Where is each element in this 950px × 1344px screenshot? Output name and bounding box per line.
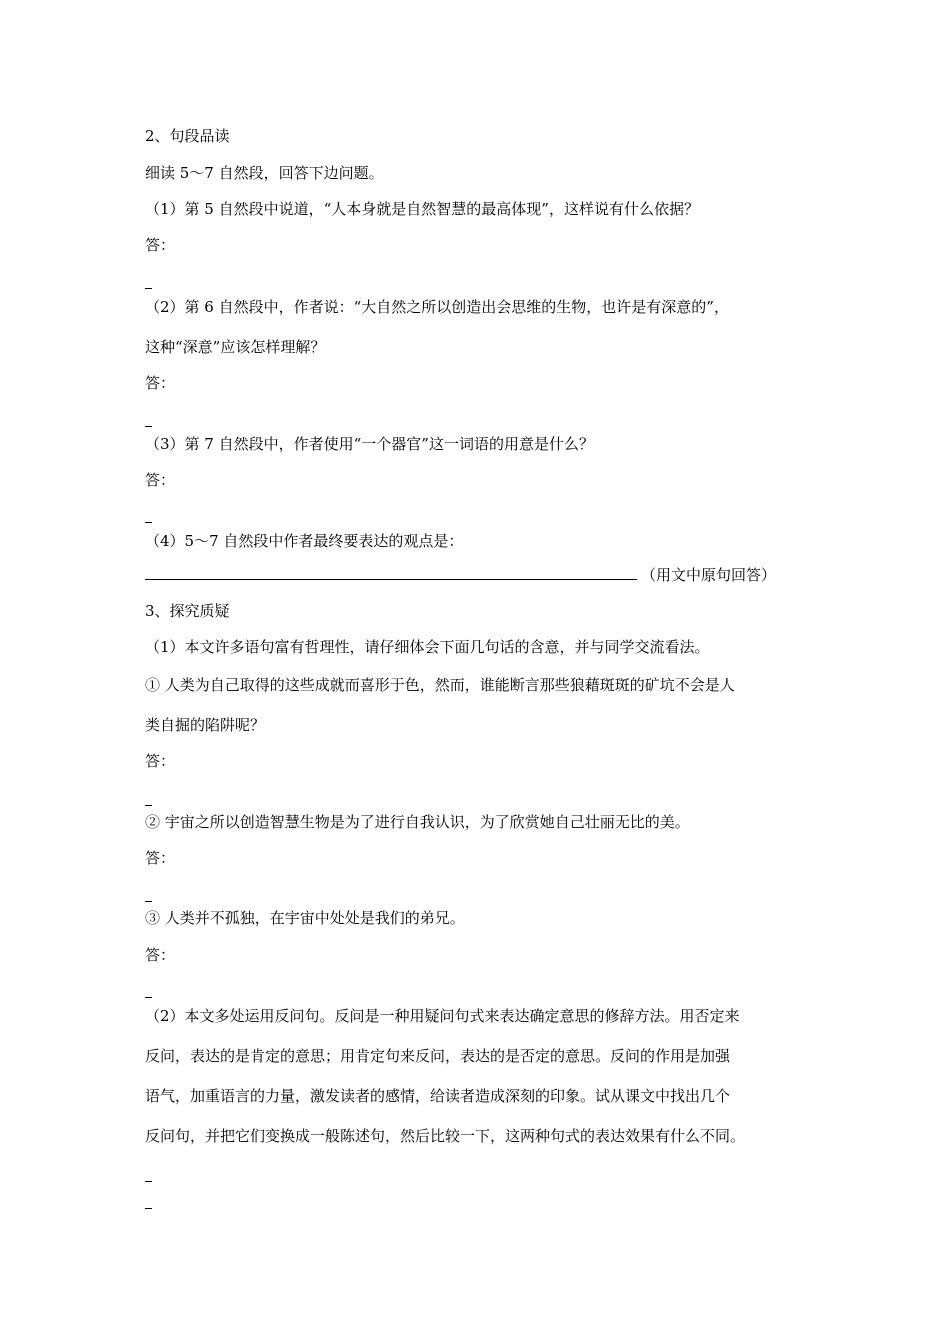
question-2-2-line-1: （2）第 6 自然段中，作者说：“大自然之所以创造出会思维的生物，也许是有深意的”， (145, 298, 729, 316)
item-3-1-3: ③ 人类并不孤独，在宇宙中处处是我们的弟兄。 (145, 909, 465, 927)
answer-label-3-1-2: 答： (145, 849, 176, 867)
question-3-2-line-1: （2）本文多处运用反问句。反问是一种用疑问句式来表达确定意思的修辞方法。用否定来 (145, 1007, 740, 1025)
item-3-1-1-line-1: ① 人类为自己取得的这些成就而喜形于色，然而，谁能断言那些狼藉斑斑的矿坑不会是人 (145, 676, 735, 694)
answer-row-2-4 (145, 565, 795, 587)
answer-label-3-1-3: 答： (145, 946, 176, 964)
question-3-1: （1）本文许多语句富有哲理性，请仔细体会下面几句话的含意，并与同学交流看法。 (145, 638, 710, 656)
question-3-2-line-4: 反问句，并把它们变换成一般陈述句，然后比较一下，这两种句式的表达效果有什么不同。 (145, 1127, 746, 1145)
answer-label-2-2: 答： (145, 374, 176, 392)
section-2-instruction: 细读 5～7 自然段，回答下边问题。 (145, 164, 384, 182)
answer-label-3-1-1: 答： (145, 752, 176, 770)
answer-blank-3-2-a[interactable] (145, 1181, 152, 1182)
answer-fill-line-2-4[interactable] (145, 579, 637, 580)
answer-blank-2-3[interactable] (145, 522, 152, 523)
answer-blank-3-1-3[interactable] (145, 997, 152, 998)
section-3-heading: 3、探究质疑 (145, 602, 230, 620)
question-2-2-line-2: 这种“深意”应该怎样理解？ (145, 338, 326, 356)
question-2-1: （1）第 5 自然段中说道，“人本身就是自然智慧的最高体现”，这样说有什么依据？ (145, 200, 699, 218)
answer-note-2-4: （用文中原句回答） (641, 566, 777, 584)
question-3-2-line-2: 反问，表达的是肯定的意思；用肯定句来反问，表达的是否定的意思。反问的作用是加强 (145, 1047, 731, 1065)
answer-blank-3-2-b[interactable] (145, 1208, 152, 1209)
item-3-1-2: ② 宇宙之所以创造智慧生物是为了进行自我认识，为了欣赏她自己壮丽无比的美。 (145, 813, 690, 831)
answer-blank-3-1-1[interactable] (145, 805, 152, 806)
item-3-1-1-line-2: 类自掘的陷阱呢？ (145, 716, 266, 734)
answer-label-2-1: 答： (145, 236, 176, 254)
answer-blank-2-2[interactable] (145, 426, 152, 427)
answer-blank-3-1-2[interactable] (145, 901, 152, 902)
answer-blank-2-1[interactable] (145, 288, 152, 289)
question-3-2-line-3: 语气，加重语言的力量，激发读者的感情，给读者造成深刻的印象。试从课文中找出几个 (145, 1087, 731, 1105)
answer-label-2-3: 答： (145, 471, 176, 489)
question-2-4: （4）5～7 自然段中作者最终要表达的观点是： (145, 532, 464, 550)
question-2-3: （3）第 7 自然段中，作者使用“一个器官”这一词语的用意是什么？ (145, 435, 594, 453)
section-2-heading: 2、句段品读 (145, 127, 230, 145)
